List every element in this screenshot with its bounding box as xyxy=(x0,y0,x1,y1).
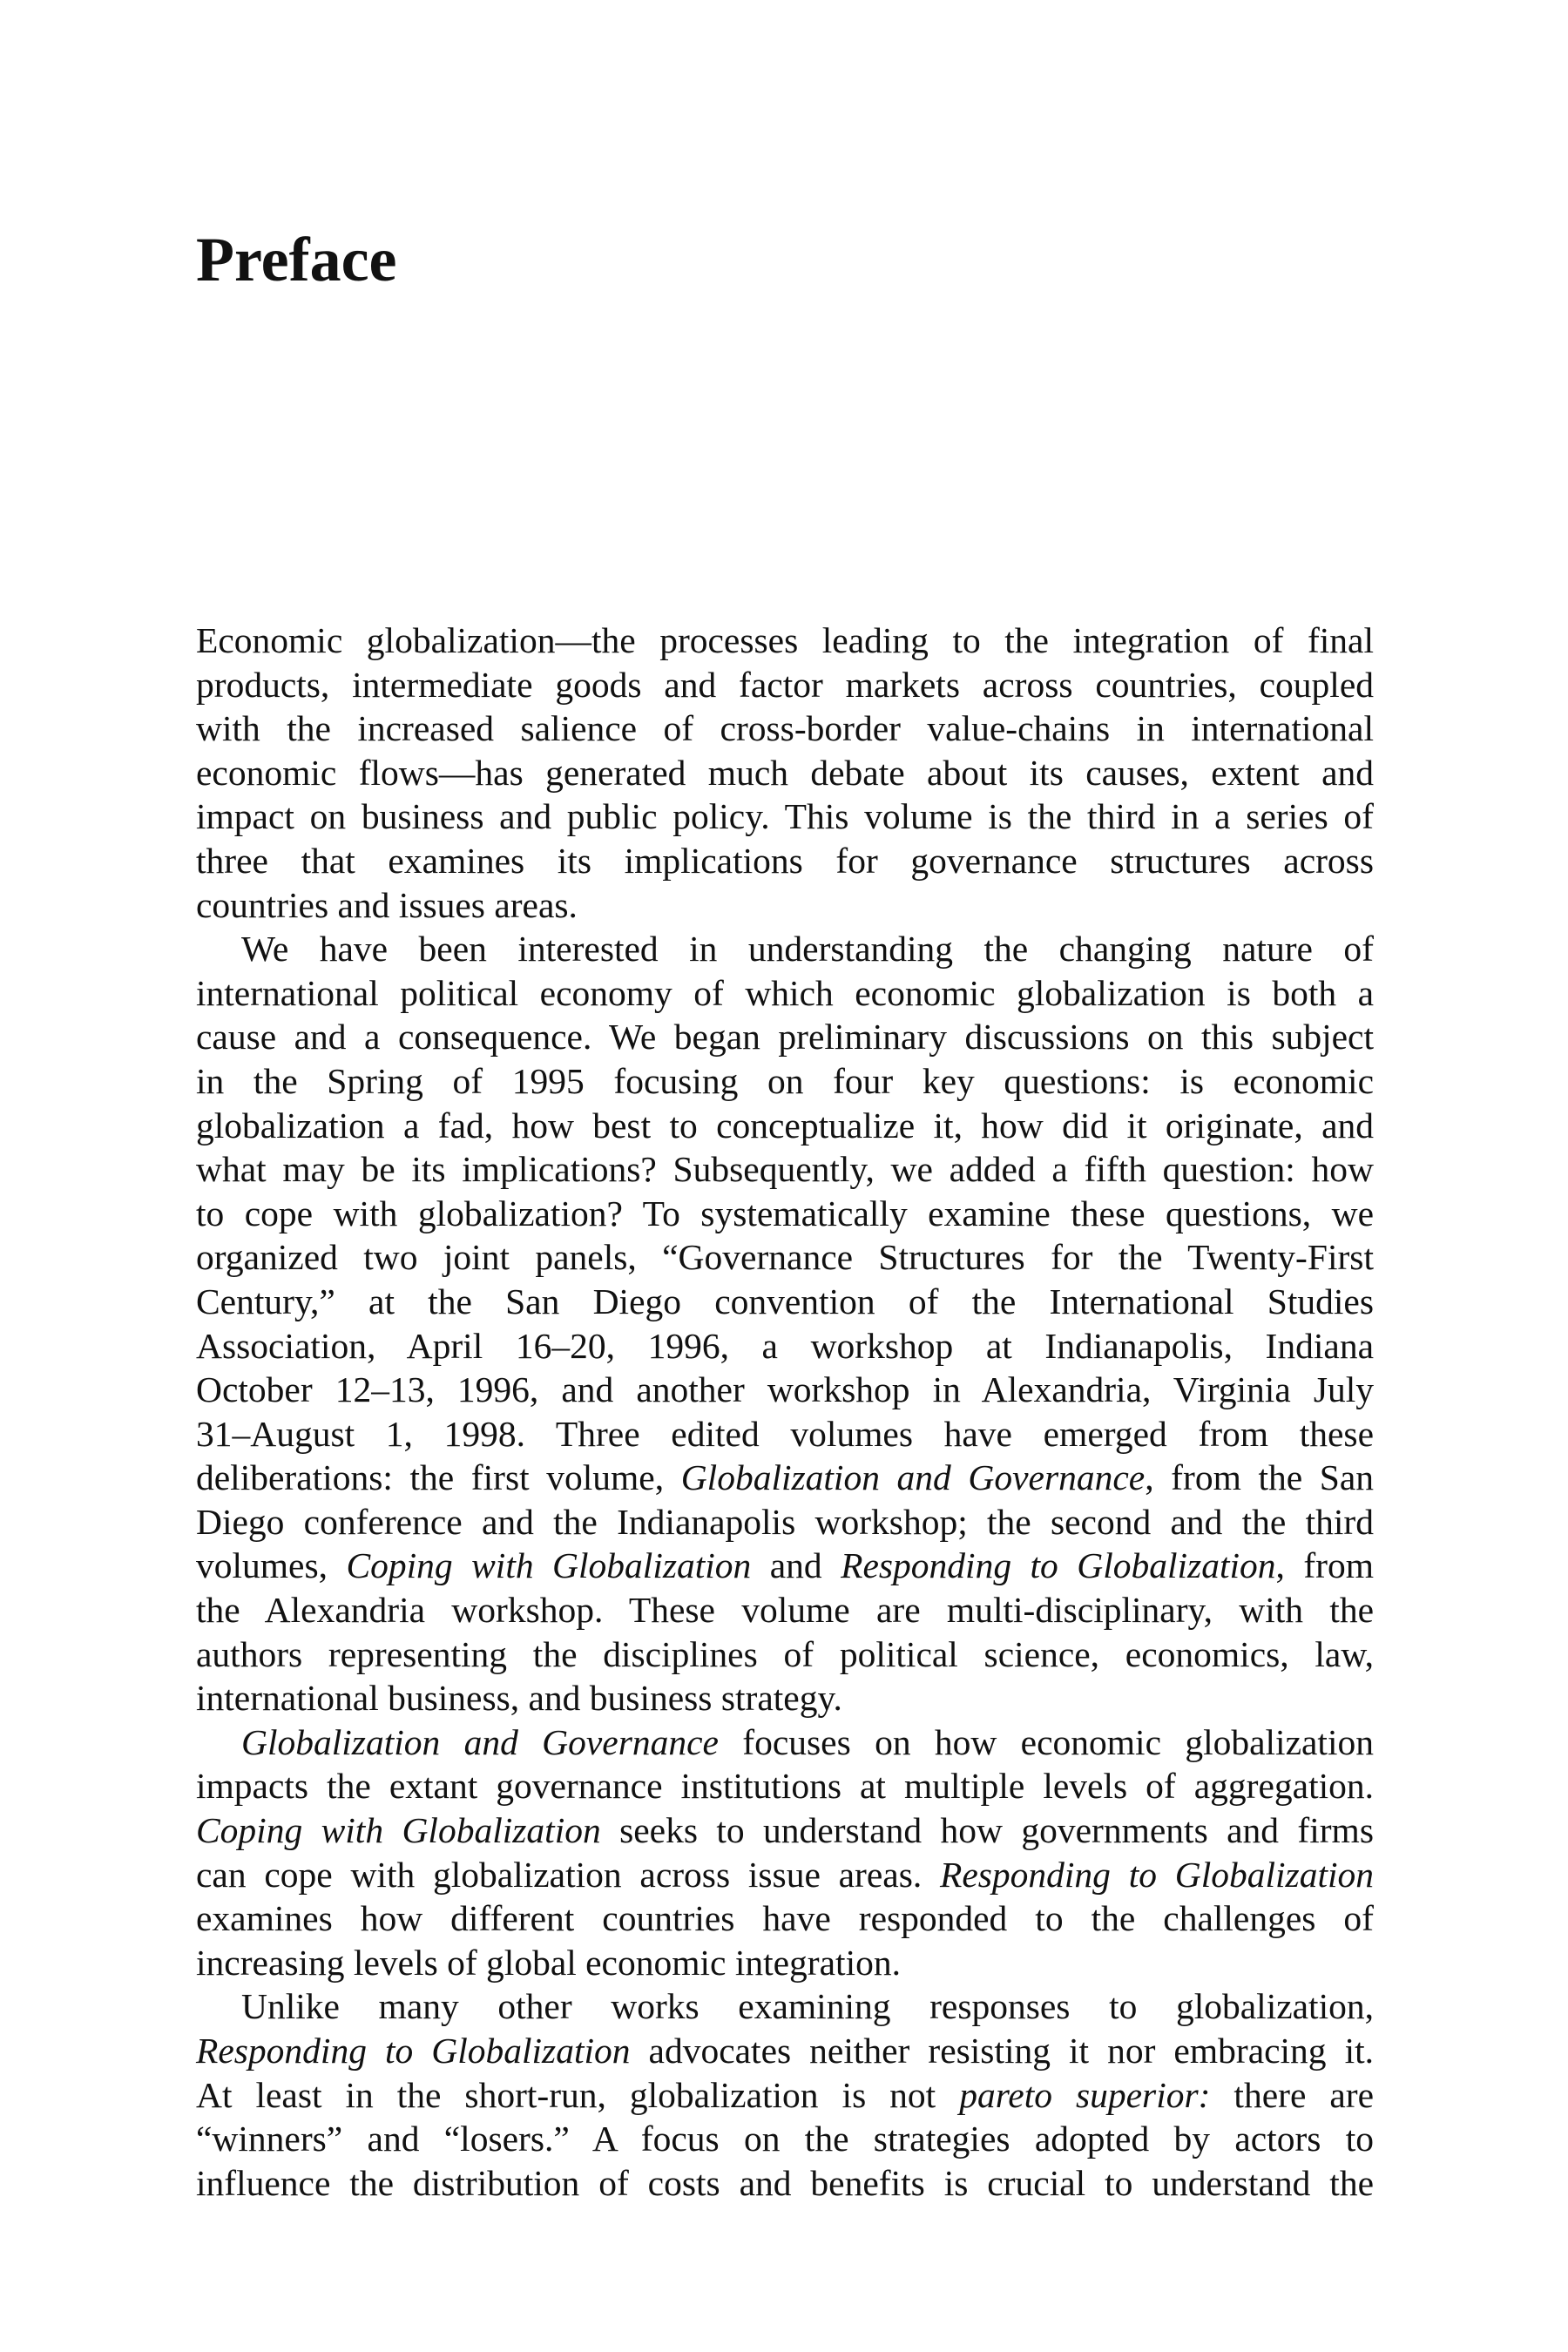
text-run: countries and issues areas. xyxy=(196,884,578,925)
text-run: 31–August 1, 1998. Three edited volumes have emerged from these xyxy=(196,1413,1374,1454)
text-line xyxy=(196,751,1374,795)
text-line xyxy=(196,1544,1374,1588)
paragraph xyxy=(196,1720,1374,1985)
text-run: international business, and business strategy. xyxy=(196,1678,842,1719)
text-run: deliberations: the first volume, xyxy=(196,1457,681,1498)
text-line xyxy=(196,883,1374,928)
text-line xyxy=(196,2029,1374,2073)
text-run: Century,” at the San Diego convention of the International Studies xyxy=(196,1281,1374,1321)
italic-title: Responding to Globalization xyxy=(841,1545,1276,1586)
preface-body xyxy=(196,618,1374,2205)
text-line xyxy=(196,971,1374,1016)
text-run: what may be its implications? Subsequently, we added a fifth question: how xyxy=(196,1149,1374,1190)
text-run: to cope with globalization? To systematically examine these questions, we xyxy=(196,1193,1374,1233)
text-line xyxy=(196,1368,1374,1412)
text-line xyxy=(196,1412,1374,1456)
page-title: Preface xyxy=(196,225,397,294)
text-run: focuses on how economic globalization xyxy=(718,1721,1374,1762)
italic-title: Responding to Globalization xyxy=(196,2031,631,2071)
text-run: impacts the extant governance institutions at multiple levels of aggregation. xyxy=(196,1766,1374,1807)
text-run: cause and a consequence. We began preliminary discussions on this subject xyxy=(196,1017,1374,1058)
text-line xyxy=(196,1015,1374,1059)
italic-title: Coping with Globalization xyxy=(346,1545,752,1586)
text-run: impact on business and public policy. This volume is the third in a series of xyxy=(196,796,1374,837)
text-line xyxy=(196,1720,1374,1765)
italic-title: Globalization and Governance xyxy=(241,1721,719,1762)
paragraph xyxy=(196,927,1374,1720)
text-run: , from xyxy=(1275,1545,1375,1586)
text-line xyxy=(196,1324,1374,1369)
text-line xyxy=(196,1104,1374,1148)
text-line xyxy=(196,1632,1374,1677)
text-run: increasing levels of global economic integration. xyxy=(196,1942,901,1983)
text-line xyxy=(196,927,1374,971)
text-run: seeks to understand how governments and firms xyxy=(600,1810,1374,1851)
text-run: the Alexandria workshop. These volume are multi-disciplinary, with the xyxy=(196,1590,1374,1631)
text-line xyxy=(196,2073,1374,2118)
text-line xyxy=(196,1147,1374,1192)
text-line xyxy=(196,706,1374,751)
text-line xyxy=(196,1676,1374,1720)
text-run: At least in the short-run, globalization is not xyxy=(196,2074,960,2115)
text-line xyxy=(196,1941,1374,1985)
italic-title: pareto superior: xyxy=(959,2074,1211,2115)
text-line xyxy=(196,794,1374,839)
text-line xyxy=(196,1896,1374,1941)
text-run: authors representing the disciplines of political science, economics, law, xyxy=(196,1633,1374,1674)
paragraph xyxy=(196,618,1374,927)
text-run: products, intermediate goods and factor markets across countries, coupled xyxy=(196,664,1374,705)
text-line xyxy=(196,1280,1374,1324)
text-run: October 12–13, 1996, and another workshop in Alexandria, Virginia July xyxy=(196,1369,1374,1410)
text-run: Association, April 16–20, 1996, a workshop at Indianapolis, Indiana xyxy=(196,1325,1374,1366)
text-line xyxy=(196,1984,1374,2029)
text-run: , from the San xyxy=(1145,1457,1374,1498)
text-run: We have been interested in understanding the changing nature of xyxy=(241,929,1374,970)
text-line xyxy=(196,1456,1374,1500)
text-line xyxy=(196,1853,1374,1897)
text-line xyxy=(196,839,1374,883)
text-run: Diego conference and the Indianapolis workshop; the second and the third xyxy=(196,1501,1374,1542)
text-line xyxy=(196,2117,1374,2161)
text-line xyxy=(196,2161,1374,2206)
text-run: with the increased salience of cross-border value-chains in international xyxy=(196,708,1374,749)
text-line xyxy=(196,663,1374,707)
text-line xyxy=(196,1235,1374,1280)
text-run: international political economy of which economic globalization is both a xyxy=(196,972,1374,1013)
text-run: advocates neither resisting it nor embracing it. xyxy=(630,2031,1375,2071)
text-run: “winners” and “losers.” A focus on the strategies adopted by actors to xyxy=(196,2119,1374,2159)
text-run: and xyxy=(751,1545,841,1586)
text-line xyxy=(196,1059,1374,1104)
text-run: in the Spring of 1995 focusing on four key questions: is economic xyxy=(196,1060,1374,1101)
text-run: influence the distribution of costs and benefits is crucial to understand the xyxy=(196,2162,1374,2203)
italic-title: Responding to Globalization xyxy=(939,1854,1374,1895)
text-run: Unlike many other works examining responses to globalization, xyxy=(241,1986,1374,2027)
text-run: economic flows—has generated much debate about its causes, extent and xyxy=(196,752,1374,793)
italic-title: Globalization and Governance xyxy=(680,1457,1146,1498)
text-line xyxy=(196,1192,1374,1236)
italic-title: Coping with Globalization xyxy=(196,1810,601,1851)
text-run: organized two joint panels, “Governance Structures for the Twenty-First xyxy=(196,1237,1374,1278)
text-line xyxy=(196,1808,1374,1853)
text-line xyxy=(196,618,1374,663)
text-run: globalization a fad, how best to conceptualize it, how did it originate, and xyxy=(196,1105,1374,1146)
text-run: three that examines its implications for governance structures across xyxy=(196,840,1374,881)
text-run: Economic globalization—the processes leading to the integration of final xyxy=(196,620,1374,660)
text-run: can cope with globalization across issue areas. xyxy=(196,1854,940,1895)
text-run: volumes, xyxy=(196,1545,347,1586)
paragraph xyxy=(196,1984,1374,2205)
text-line xyxy=(196,1500,1374,1544)
text-line xyxy=(196,1764,1374,1808)
text-run: examines how different countries have responded to the challenges of xyxy=(196,1898,1374,1939)
text-run: there are xyxy=(1210,2074,1374,2115)
text-line xyxy=(196,1588,1374,1632)
